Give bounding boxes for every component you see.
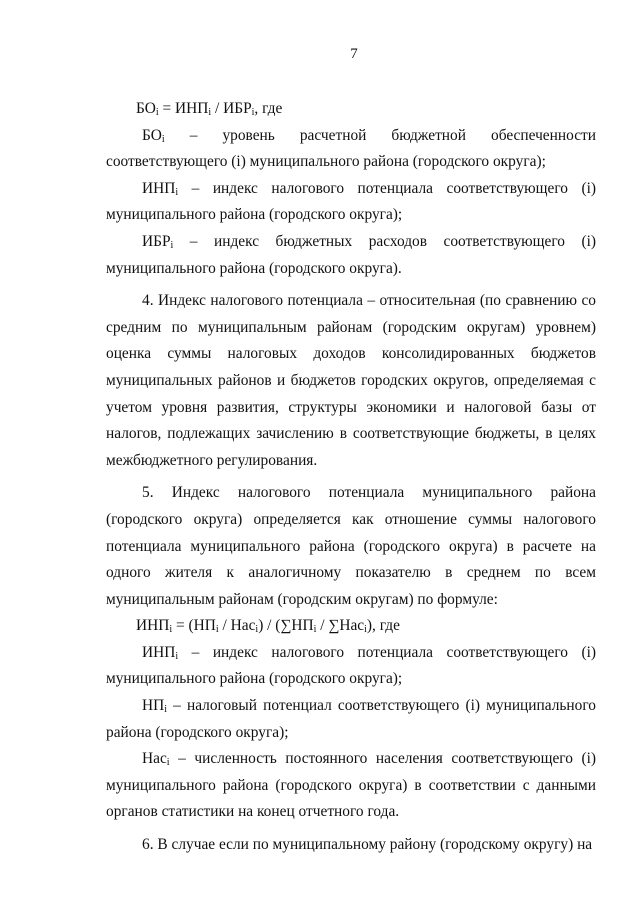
definition-bo (106, 123, 596, 176)
formula-part: ИНП (136, 617, 170, 635)
definition-term: Нас (142, 750, 167, 768)
subscript: i (251, 107, 255, 118)
definition-ibr (106, 229, 596, 282)
formula-part: = (НП (172, 617, 216, 635)
document-body (106, 96, 596, 859)
paragraph-5: 5. Индекс налогового потенциала муниципального района (городского округа) определяется как отношение суммы налогового потенциала муниципального района (городского округа) в расчете на одного жителя к аналогичному показателю в среднем по всем муниципальным районам (городским округам) по формуле: (106, 484, 596, 608)
definition-np (106, 693, 596, 746)
formula-part: / ИБР (211, 100, 252, 117)
definition-term: ИНП (142, 179, 176, 197)
paragraph-4: 4. Индекс налогового потенциала – относительная (по сравнению со средним по муниципальным районам (городским округам) уровнем) оценка суммы налоговых доходов консолидированных бюджетов муниципальных районов и бюджетов городских округов, определяемая с учетом уровня развития, структуры экономики и налоговой базы от налогов, подлежащих зачислению в соответствующие бюджеты, в целях межбюджетного регулирования. (106, 292, 596, 469)
definition-inp (106, 176, 596, 229)
definition-text: – уровень расчетной бюджетной обеспеченности соответствующего (i) муниципального района (городского округа); (106, 126, 596, 171)
subscript: i (164, 704, 168, 716)
subscript: i (155, 107, 159, 118)
definition-inp-2 (106, 640, 596, 693)
subscript: i (175, 650, 179, 662)
definition-nas (106, 746, 596, 826)
formula-part: ), где (366, 617, 400, 635)
page-number: 7 (350, 46, 358, 62)
subscript: i (215, 624, 219, 636)
definition-text: – налоговый потенциал соответствующего (i) муниципального района (городского округа); (106, 697, 596, 741)
formula-part: ) / (∑НП (258, 617, 314, 635)
definition-term: ИНП (142, 643, 176, 661)
definition-text: – численность постоянного населения соответствующего (i) муниципального района (городского округа) в соответствии с данными органов статистики на конец отчетного года. (106, 750, 596, 821)
formula-part: = ИНП (158, 100, 209, 117)
formula-budget-provision (136, 96, 596, 123)
subscript: i (166, 757, 170, 769)
subscript: i (255, 624, 259, 636)
definition-term: БО (142, 126, 162, 144)
subscript: i (313, 624, 317, 636)
subscript: i (161, 133, 165, 145)
definition-term: ИБР (142, 232, 171, 250)
subscript: i (169, 624, 173, 636)
definition-text: – индекс налогового потенциала соответствующего (i) муниципального района (городского округа); (106, 179, 596, 224)
formula-tax-potential-index (136, 613, 596, 640)
formula-part: / Нас (218, 617, 256, 635)
formula-term: БО (136, 100, 156, 117)
formula-part: / ∑Нас (316, 617, 365, 635)
definition-text: – индекс бюджетных расходов соответствующего (i) муниципального района (городского округа). (106, 232, 596, 277)
subscript: i (364, 624, 367, 636)
subscript: i (175, 186, 179, 198)
subscript: i (208, 107, 212, 118)
definition-text: – индекс налогового потенциала соответствующего (i) муниципального района (городского округа); (106, 643, 596, 688)
paragraph-6: 6. В случае если по муниципальному району (городскому округу) на (142, 836, 593, 854)
definition-term: НП (142, 697, 165, 715)
subscript: i (170, 239, 174, 251)
formula-part: , где (254, 100, 283, 117)
